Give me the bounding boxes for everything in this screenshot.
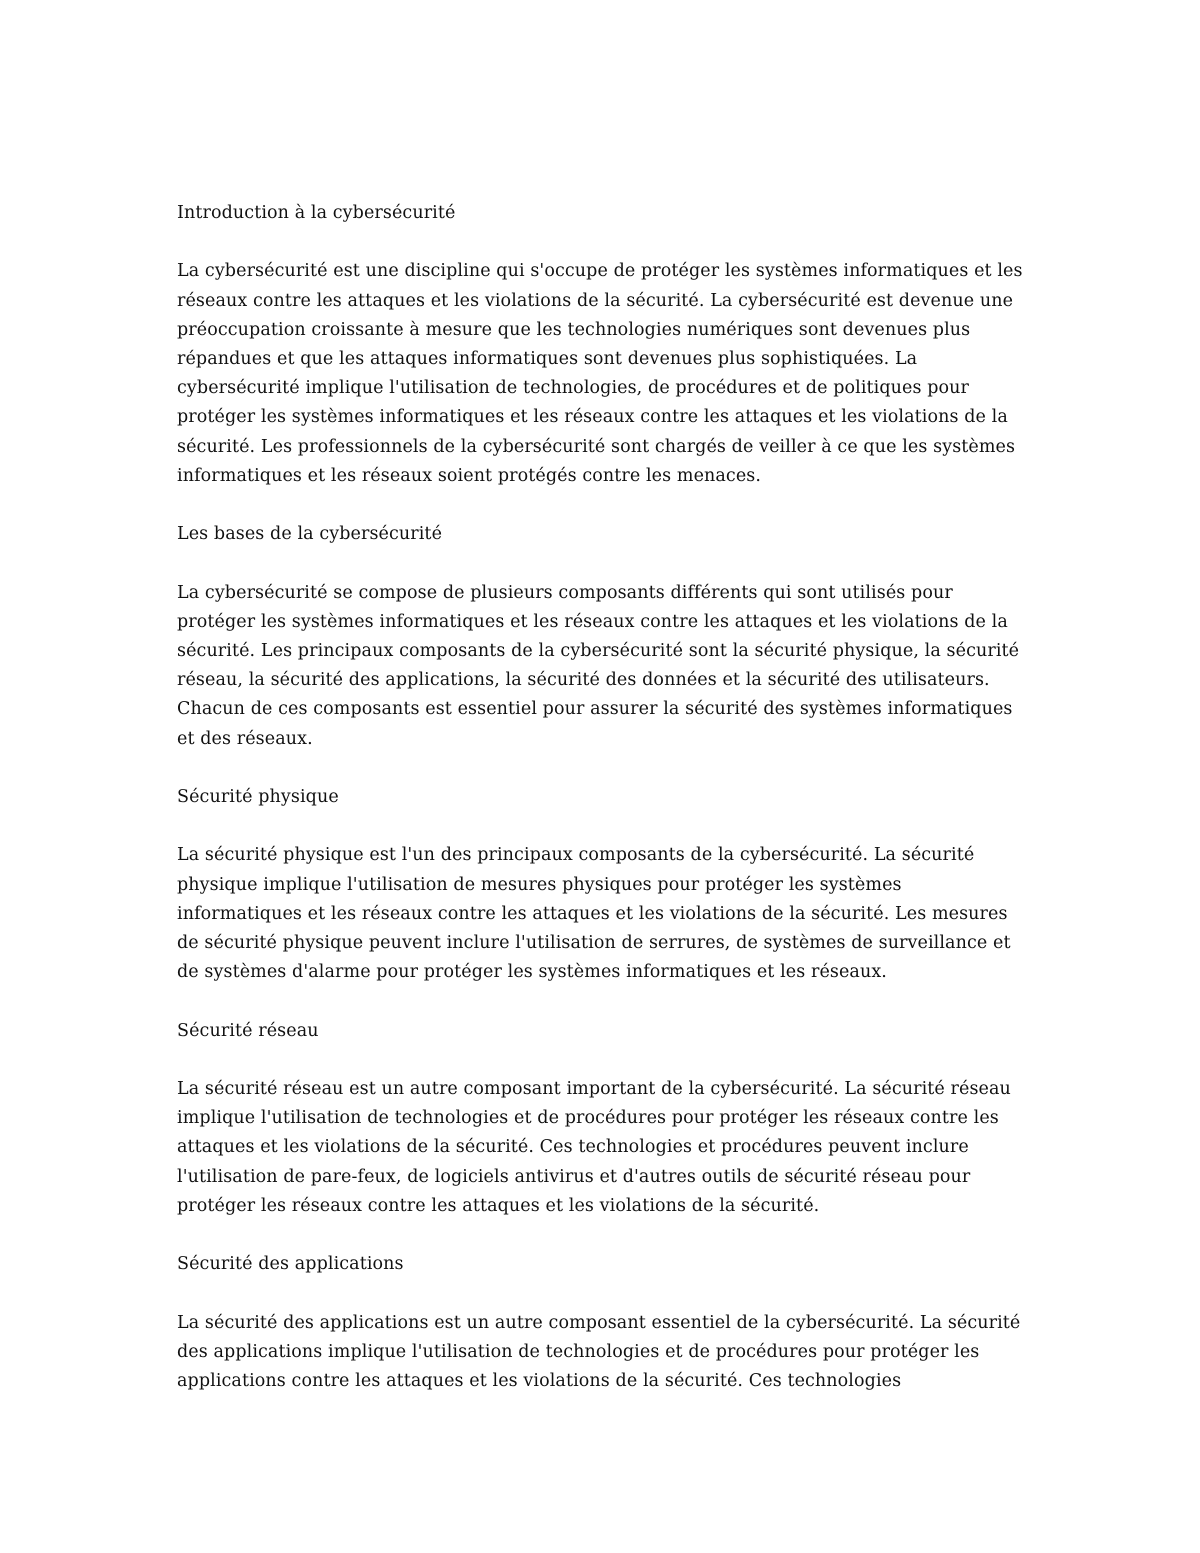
section-heading-network-security: Sécurité réseau [177,1020,319,1041]
section-heading-introduction: Introduction à la cybersécurité [177,203,456,223]
section-paragraph-application-security: La sécurité des applications est un autre composant essentiel de la cybersécurité. La sécurité des applications implique l'utilisation de technologies et de procédures pour protéger les applications contre les attaques et les violations de la sécurité. Ces technologies [177,1312,1021,1391]
section-heading-physical-security: Sécurité physique [177,787,339,807]
section-heading-application-security: Sécurité des applications [177,1254,404,1275]
section-paragraph-physical-security: La sécurité physique est l'un des principaux composants de la cybersécurité. La sécurité physique implique l'utilisation de mesures physiques pour protéger les systèmes informatiques et les réseaux contre les attaques et les violations de la sécurité. Les mesures de sécurité physique peuvent inclure l'utilisation de serrures, de systèmes de surveillance et de systèmes d'alarme pour protéger les systèmes informatiques et les réseaux. [177,845,1011,983]
section-paragraph-introduction: La cybersécurité est une discipline qui s'occupe de protéger les systèmes informatiques et les réseaux contre les attaques et les violations de la sécurité. La cybersécurité est devenue une préoccupation croissante à mesure que les technologies numériques sont devenues plus répandues et que les attaques informatiques sont devenues plus sophistiquées. La cybersécurité implique l'utilisation de technologies, de procédures et de politiques pour protéger les systèmes informatiques et les réseaux contre les attaques et les violations de la sécurité. Les professionnels de la cybersécurité sont chargés de veiller à ce que les systèmes informatiques et les réseaux soient protégés contre les menaces. [177,261,1023,486]
section-paragraph-network-security: La sécurité réseau est un autre composant important de la cybersécurité. La sécurité réseau implique l'utilisation de technologies et de procédures pour protéger les réseaux contre les attaques et les violations de la sécurité. Ces technologies et procédures peuvent inclure l'utilisation de pare-feux, de logiciels antivirus et d'autres outils de sécurité réseau pour protéger les réseaux contre les attaques et les violations de la sécurité. [177,1078,1011,1216]
document-body [177,199,1027,1425]
section-heading-bases: Les bases de la cybersécurité [177,524,443,545]
section-paragraph-bases: La cybersécurité se compose de plusieurs composants différents qui sont utilisés pour protéger les systèmes informatiques et les réseaux contre les attaques et les violations de la sécurité. Les principaux composants de la cybersécurité sont la sécurité physique, la sécurité réseau, la sécurité des applications, la sécurité des données et la sécurité des utilisateurs. Chacun de ces composants est essentiel pour assurer la sécurité des systèmes informatiques et des réseaux. [177,582,1020,749]
